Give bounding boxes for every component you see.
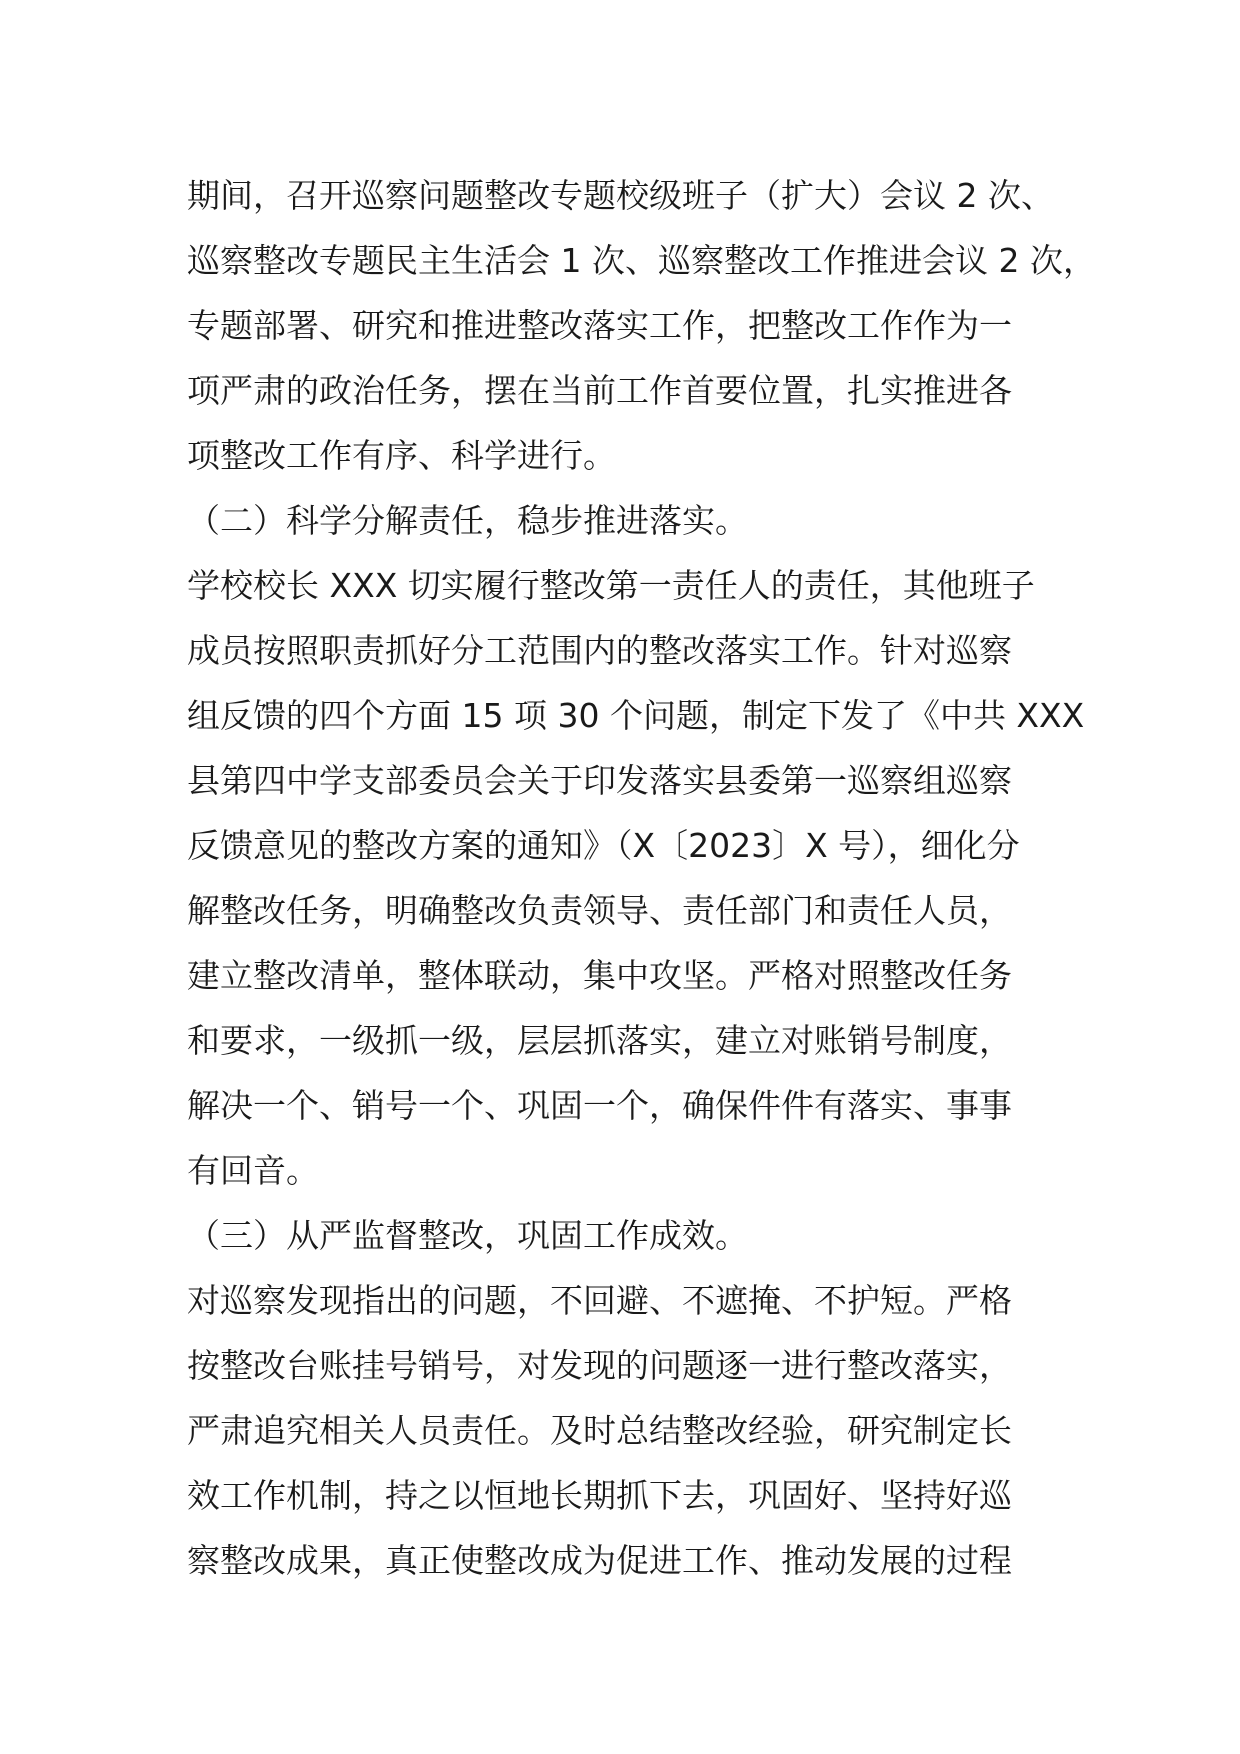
text-line: 对巡察发现指出的问题，不回避、不遮掩、不护短。严格 bbox=[187, 1281, 1012, 1320]
text-line: 严肃追究相关人员责任。及时总结整改经验，研究制定长 bbox=[187, 1411, 1012, 1450]
text-line: 反馈意见的整改方案的通知》（X〔2023〕X 号），细化分 bbox=[187, 826, 1020, 865]
section-heading: （二）科学分解责任，稳步推进落实。 bbox=[187, 501, 748, 540]
document-body bbox=[187, 163, 1096, 1593]
text-line: 期间，召开巡察问题整改专题校级班子（扩大）会议 2 次、 bbox=[187, 176, 1054, 215]
text-line: 按整改台账挂号销号，对发现的问题逐一进行整改落实， bbox=[187, 1346, 1012, 1385]
text-line: 解决一个、销号一个、巩固一个，确保件件有落实、事事 bbox=[187, 1086, 1012, 1125]
section-heading: （三）从严监督整改，巩固工作成效。 bbox=[187, 1216, 748, 1255]
text-line: 有回音。 bbox=[187, 1151, 319, 1190]
text-line: 巡察整改专题民主生活会 1 次、巡察整改工作推进会议 2 次， bbox=[187, 241, 1096, 280]
text-line: 组反馈的四个方面 15 项 30 个问题，制定下发了《中共 XXX bbox=[187, 696, 1085, 735]
text-line: 县第四中学支部委员会关于印发落实县委第一巡察组巡察 bbox=[187, 761, 1012, 800]
text-line: 项整改工作有序、科学进行。 bbox=[187, 436, 616, 475]
text-line: 效工作机制，持之以恒地长期抓下去，巩固好、坚持好巡 bbox=[187, 1476, 1012, 1515]
text-line: 和要求，一级抓一级，层层抓落实，建立对账销号制度， bbox=[187, 1021, 1012, 1060]
text-line: 建立整改清单，整体联动，集中攻坚。严格对照整改任务 bbox=[187, 956, 1012, 995]
text-line: 察整改成果，真正使整改成为促进工作、推动发展的过程 bbox=[187, 1541, 1012, 1580]
text-line: 项严肃的政治任务，摆在当前工作首要位置，扎实推进各 bbox=[187, 371, 1012, 410]
text-line: 学校校长 XXX 切实履行整改第一责任人的责任，其他班子 bbox=[187, 566, 1035, 605]
text-line: 专题部署、研究和推进整改落实工作，把整改工作作为一 bbox=[187, 306, 1012, 345]
text-line: 成员按照职责抓好分工范围内的整改落实工作。针对巡察 bbox=[187, 631, 1012, 670]
text-line: 解整改任务，明确整改负责领导、责任部门和责任人员， bbox=[187, 891, 1012, 930]
